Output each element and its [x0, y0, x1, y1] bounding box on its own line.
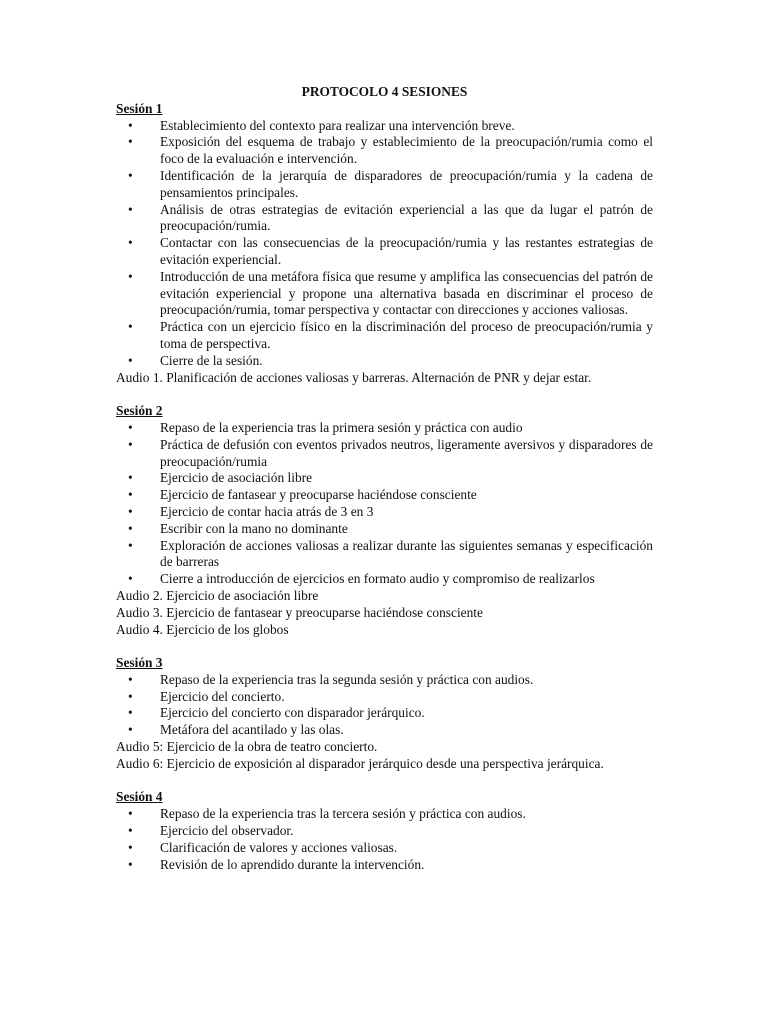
session-4	[116, 789, 653, 873]
document-title: PROTOCOLO 4 SESIONES	[301, 84, 468, 99]
bullet-icon: •	[128, 520, 133, 536]
bullet-list	[116, 806, 653, 873]
list-item	[116, 689, 653, 706]
list-item	[116, 722, 653, 739]
document-body	[116, 84, 653, 873]
bullet-icon: •	[128, 688, 133, 704]
list-item	[116, 202, 653, 236]
list-item-text: Ejercicio del concierto.	[160, 688, 285, 704]
list-item-text: Repaso de la experiencia tras la tercera sesión y práctica con audios.	[160, 806, 526, 822]
list-item	[116, 672, 653, 689]
list-item	[116, 504, 653, 521]
bullet-icon: •	[128, 268, 133, 284]
list-item-text: Ejercicio de contar hacia atrás de 3 en 3	[160, 503, 374, 519]
bullet-icon: •	[128, 806, 133, 822]
audio-line: Audio 4. Ejercicio de los globos	[116, 621, 289, 637]
bullet-icon: •	[128, 722, 133, 738]
session-heading: Sesión 1	[116, 100, 163, 116]
bullet-icon: •	[128, 319, 133, 335]
list-item-text: Cierre a introducción de ejercicios en formato audio y compromiso de realizarlos	[160, 571, 595, 587]
bullet-icon: •	[128, 705, 133, 721]
bullet-icon: •	[128, 856, 133, 872]
list-item-text: Ejercicio de asociación libre	[160, 470, 313, 486]
list-item	[116, 806, 653, 823]
list-item	[116, 840, 653, 857]
list-item	[116, 118, 653, 135]
bullet-icon: •	[128, 671, 133, 687]
list-item-text: Identificación de la jerarquía de disparadores de preocupación/rumia y la cadena de pensamientos principales.	[160, 167, 653, 200]
bullet-icon: •	[128, 201, 133, 217]
session-heading: Sesión 3	[116, 655, 163, 671]
audio-line: Audio 2. Ejercicio de asociación libre	[116, 587, 319, 603]
list-item	[116, 487, 653, 504]
session-2	[116, 403, 653, 655]
audio-line: Audio 6: Ejercicio de exposición al disparador jerárquico desde una perspectiva jerárquica.	[116, 755, 604, 771]
list-item-text: Ejercicio del concierto con disparador jerárquico.	[160, 705, 425, 721]
session-spacer	[116, 638, 653, 655]
session-spacer	[116, 773, 653, 790]
bullet-icon: •	[128, 503, 133, 519]
list-item-text: Práctica de defusión con eventos privados neutros, ligeramente aversivos y disparadores de preocupación/rumia	[160, 436, 653, 469]
audio-list	[116, 370, 653, 387]
list-item-text: Metáfora del acantilado y las olas.	[160, 722, 344, 738]
list-item	[116, 168, 653, 202]
list-item	[116, 235, 653, 269]
session-heading: Sesión 2	[116, 403, 163, 419]
list-item	[116, 420, 653, 437]
bullet-icon: •	[128, 839, 133, 855]
list-item-text: Repaso de la experiencia tras la primera sesión y práctica con audio	[160, 419, 523, 435]
bullet-icon: •	[128, 352, 133, 368]
bullet-list	[116, 118, 653, 370]
list-item	[116, 705, 653, 722]
bullet-icon: •	[128, 167, 133, 183]
bullet-icon: •	[128, 571, 133, 587]
audio-line: Audio 1. Planificación de acciones valiosas y barreras. Alternación de PNR y dejar estar.	[116, 369, 592, 385]
list-item	[116, 319, 653, 353]
bullet-icon: •	[128, 436, 133, 452]
list-item-text: Ejercicio de fantasear y preocuparse haciéndose consciente	[160, 487, 477, 503]
list-item-text: Exposición del esquema de trabajo y establecimiento de la preocupación/rumia como el foco de la evaluación e intervención.	[160, 134, 653, 167]
list-item-text: Clarificación de valores y acciones valiosas.	[160, 839, 398, 855]
session-spacer	[116, 386, 653, 403]
sessions-container	[116, 101, 653, 874]
list-item	[116, 538, 653, 572]
list-item	[116, 353, 653, 370]
list-item-text: Contactar con las consecuencias de la preocupación/rumia y las restantes estrategias de evitación experiencial.	[160, 235, 653, 267]
list-item	[116, 269, 653, 319]
list-item	[116, 470, 653, 487]
audio-list	[116, 739, 653, 773]
bullet-icon: •	[128, 537, 133, 553]
list-item-text: Práctica con un ejercicio físico en la discriminación del proceso de preocupación/rumia y toma de perspectiva.	[160, 319, 653, 351]
list-item-text: Establecimiento del contexto para realizar una intervención breve.	[160, 117, 515, 133]
audio-list	[116, 588, 653, 638]
audio-line: Audio 3. Ejercicio de fantasear y preocuparse haciéndose consciente	[116, 604, 483, 620]
bullet-list	[116, 672, 653, 739]
list-item	[116, 571, 653, 588]
list-item-text: Revisión de lo aprendido durante la intervención.	[160, 856, 425, 872]
bullet-icon: •	[128, 419, 133, 435]
list-item-text: Exploración de acciones valiosas a realizar durante las siguientes semanas y especificación de barreras	[160, 537, 653, 570]
bullet-icon: •	[128, 470, 133, 486]
session-3	[116, 655, 653, 789]
list-item-text: Cierre de la sesión.	[160, 352, 263, 368]
list-item	[116, 857, 653, 874]
bullet-icon: •	[128, 117, 133, 133]
bullet-icon: •	[128, 235, 133, 251]
audio-line: Audio 5: Ejercicio de la obra de teatro concierto.	[116, 739, 378, 755]
bullet-list	[116, 420, 653, 588]
session-heading: Sesión 4	[116, 789, 163, 805]
list-item	[116, 521, 653, 538]
session-1	[116, 101, 653, 403]
bullet-icon: •	[128, 134, 133, 150]
list-item-text: Escribir con la mano no dominante	[160, 520, 348, 536]
list-item	[116, 823, 653, 840]
list-item-text: Análisis de otras estrategias de evitación experiencial a las que da lugar el patrón de preocupación/rumia.	[160, 201, 653, 234]
bullet-icon: •	[128, 487, 133, 503]
list-item	[116, 134, 653, 168]
list-item-text: Introducción de una metáfora física que resume y amplifica las consecuencias del patrón de evitación experiencial y propone una alternativa basada en discriminar el proceso de preocupación/rumia, tomar perspectiva y contactar con direcciones y acciones valiosas.	[160, 268, 653, 318]
list-item-text: Repaso de la experiencia tras la segunda sesión y práctica con audios.	[160, 671, 534, 687]
list-item	[116, 437, 653, 471]
list-item-text: Ejercicio del observador.	[160, 823, 294, 839]
bullet-icon: •	[128, 823, 133, 839]
